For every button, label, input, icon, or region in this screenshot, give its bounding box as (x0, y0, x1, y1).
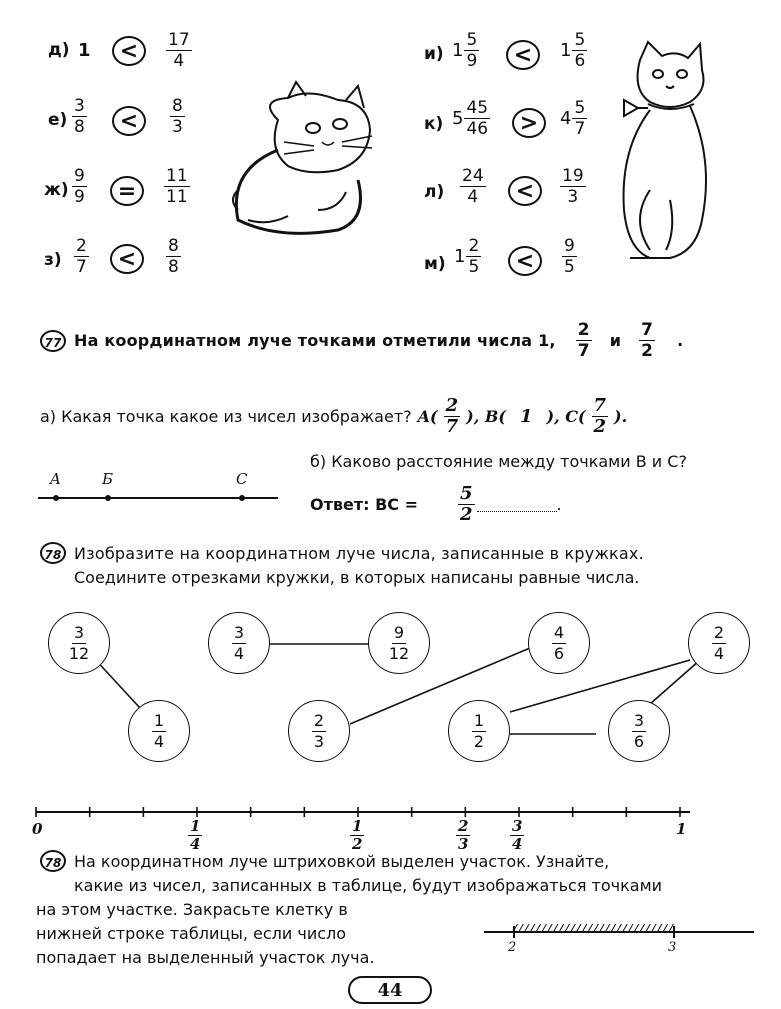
comparison-l-label: л) (424, 182, 445, 202)
comparison-l-right: $\frac{19}{3}$ (562, 166, 584, 207)
comparison-z-left: $\frac{2}{7}$ (76, 236, 87, 277)
segment-start-label: 2 (508, 940, 517, 955)
task77-frac2: $\frac{7}{2}$ (641, 320, 654, 361)
comparison-e-label: е) (48, 110, 68, 130)
circle-2-3: $\frac{2}{3}$ (288, 700, 350, 762)
comparison-i-right: 1 $\frac{5}{6}$ (560, 30, 586, 71)
answer-BC: $\frac{5}{2}$ (460, 483, 473, 525)
task77-number: 77 (40, 330, 66, 352)
comparison-zh-sign: = (110, 176, 144, 206)
task77-statement: 77 На координатном луче точками отметили числа 1, $\frac{2}{7}$ и $\frac{7}{2}$ . (40, 320, 683, 361)
comparison-e-left: $\frac{3}{8}$ (74, 96, 85, 137)
answer-C: $\frac{7}{2}$ (593, 395, 607, 437)
axis-one: 1 (676, 820, 687, 838)
comparison-l-sign: < (508, 176, 542, 206)
comparison-i-left: 1 $\frac{5}{9}$ (452, 30, 478, 71)
ray-label-A: A (50, 470, 61, 488)
comparison-k-label: к) (424, 114, 444, 134)
comparison-e-right: $\frac{8}{3}$ (172, 96, 183, 137)
comparison-z-right: $\frac{8}{8}$ (168, 236, 179, 277)
axis-mark-1-4: $\frac{1}{4}$ (190, 817, 201, 853)
task77-question-a: а) Какая точка какое из чисел изображает? A( $\frac{2}{7}$ ), B( 1 ), C( $\frac{7}{2}$ ). (40, 395, 628, 437)
answer-A: $\frac{2}{7}$ (445, 395, 459, 437)
task79-line1: 78 На координатном луче штриховкой выделен участок. Узнайте, (40, 850, 609, 872)
comparison-zh-label: ж) (44, 180, 69, 200)
task79-number: 78 (40, 850, 66, 872)
circle-9-12: $\frac{9}{12}$ (368, 612, 430, 674)
comparison-e-sign: < (112, 106, 146, 136)
task77-frac1: $\frac{2}{7}$ (577, 320, 590, 361)
comparison-zh-left: $\frac{9}{9}$ (74, 166, 85, 207)
comparison-zh-right: $\frac{11}{11}$ (166, 166, 188, 207)
circle-1-2: $\frac{1}{2}$ (448, 700, 510, 762)
axis-zero: 0 (32, 820, 43, 838)
comparison-i-label: и) (424, 44, 444, 64)
standing-cat-illustration (610, 40, 720, 268)
task79-line2: какие из чисел, записанных в таблице, будут изображаться точками (74, 876, 663, 895)
number-axis (0, 798, 781, 828)
task79-line4: нижней строке таблицы, если число (36, 924, 347, 943)
task78-line2: Соедините отрезками кружки, в которых написаны равные числа. (74, 568, 640, 587)
axis-mark-1-2: $\frac{1}{2}$ (352, 817, 363, 853)
circle-4-6: $\frac{4}{6}$ (528, 612, 590, 674)
task79-line5: попадает на выделенный участок луча. (36, 948, 375, 967)
segment-end-label: 3 (668, 940, 677, 955)
circle-3-6: $\frac{3}{6}$ (608, 700, 670, 762)
comparison-d-left: 1 (78, 40, 91, 61)
circle-2-4: $\frac{2}{4}$ (688, 612, 750, 674)
comparison-k-right: 4 $\frac{5}{7}$ (560, 98, 586, 139)
task79-line3: на этом участке. Закрасьте клетку в (36, 900, 348, 919)
axis-mark-2-3: $\frac{2}{3}$ (458, 817, 469, 853)
hatched-segment-ray (480, 918, 760, 942)
comparison-d-right: $\frac{17}{4}$ (168, 30, 190, 71)
comparison-k-left: 5 $\frac{45}{46}$ (452, 98, 489, 139)
ray-label-B: Б (102, 470, 114, 488)
task77-question-b: б) Каково расстояние между точками B и C? (310, 452, 687, 471)
circle-3-4: $\frac{3}{4}$ (208, 612, 270, 674)
task78-line1: 78 Изобразите на координатном луче числа, записанные в кружках. (40, 542, 644, 564)
comparison-m-sign: < (508, 246, 542, 276)
task78-number: 78 (40, 542, 66, 564)
ray-label-C: C (236, 470, 248, 488)
sitting-cat-illustration (218, 80, 398, 240)
comparison-z-label: з) (44, 250, 62, 270)
circle-1-4: $\frac{1}{4}$ (128, 700, 190, 762)
circle-3-12: $\frac{3}{12}$ (48, 612, 110, 674)
comparison-m-right: $\frac{9}{5}$ (564, 236, 575, 277)
answer-B: 1 (519, 406, 533, 427)
comparison-k-sign: > (512, 108, 546, 138)
comparison-d-sign: < (112, 36, 146, 66)
page-number: 44 (348, 976, 432, 1004)
comparison-l-left: $\frac{24}{4}$ (462, 166, 484, 207)
comparison-m-left: 1 $\frac{2}{5}$ (454, 236, 480, 277)
task77-answer: Ответ: BC = $\frac{5}{2}$ . (310, 483, 562, 525)
comparison-m-label: м) (424, 254, 446, 274)
comparison-i-sign: < (506, 40, 540, 70)
axis-mark-3-4: $\frac{3}{4}$ (512, 817, 523, 853)
comparison-d: д) (48, 40, 70, 60)
comparison-z-sign: < (110, 244, 144, 274)
